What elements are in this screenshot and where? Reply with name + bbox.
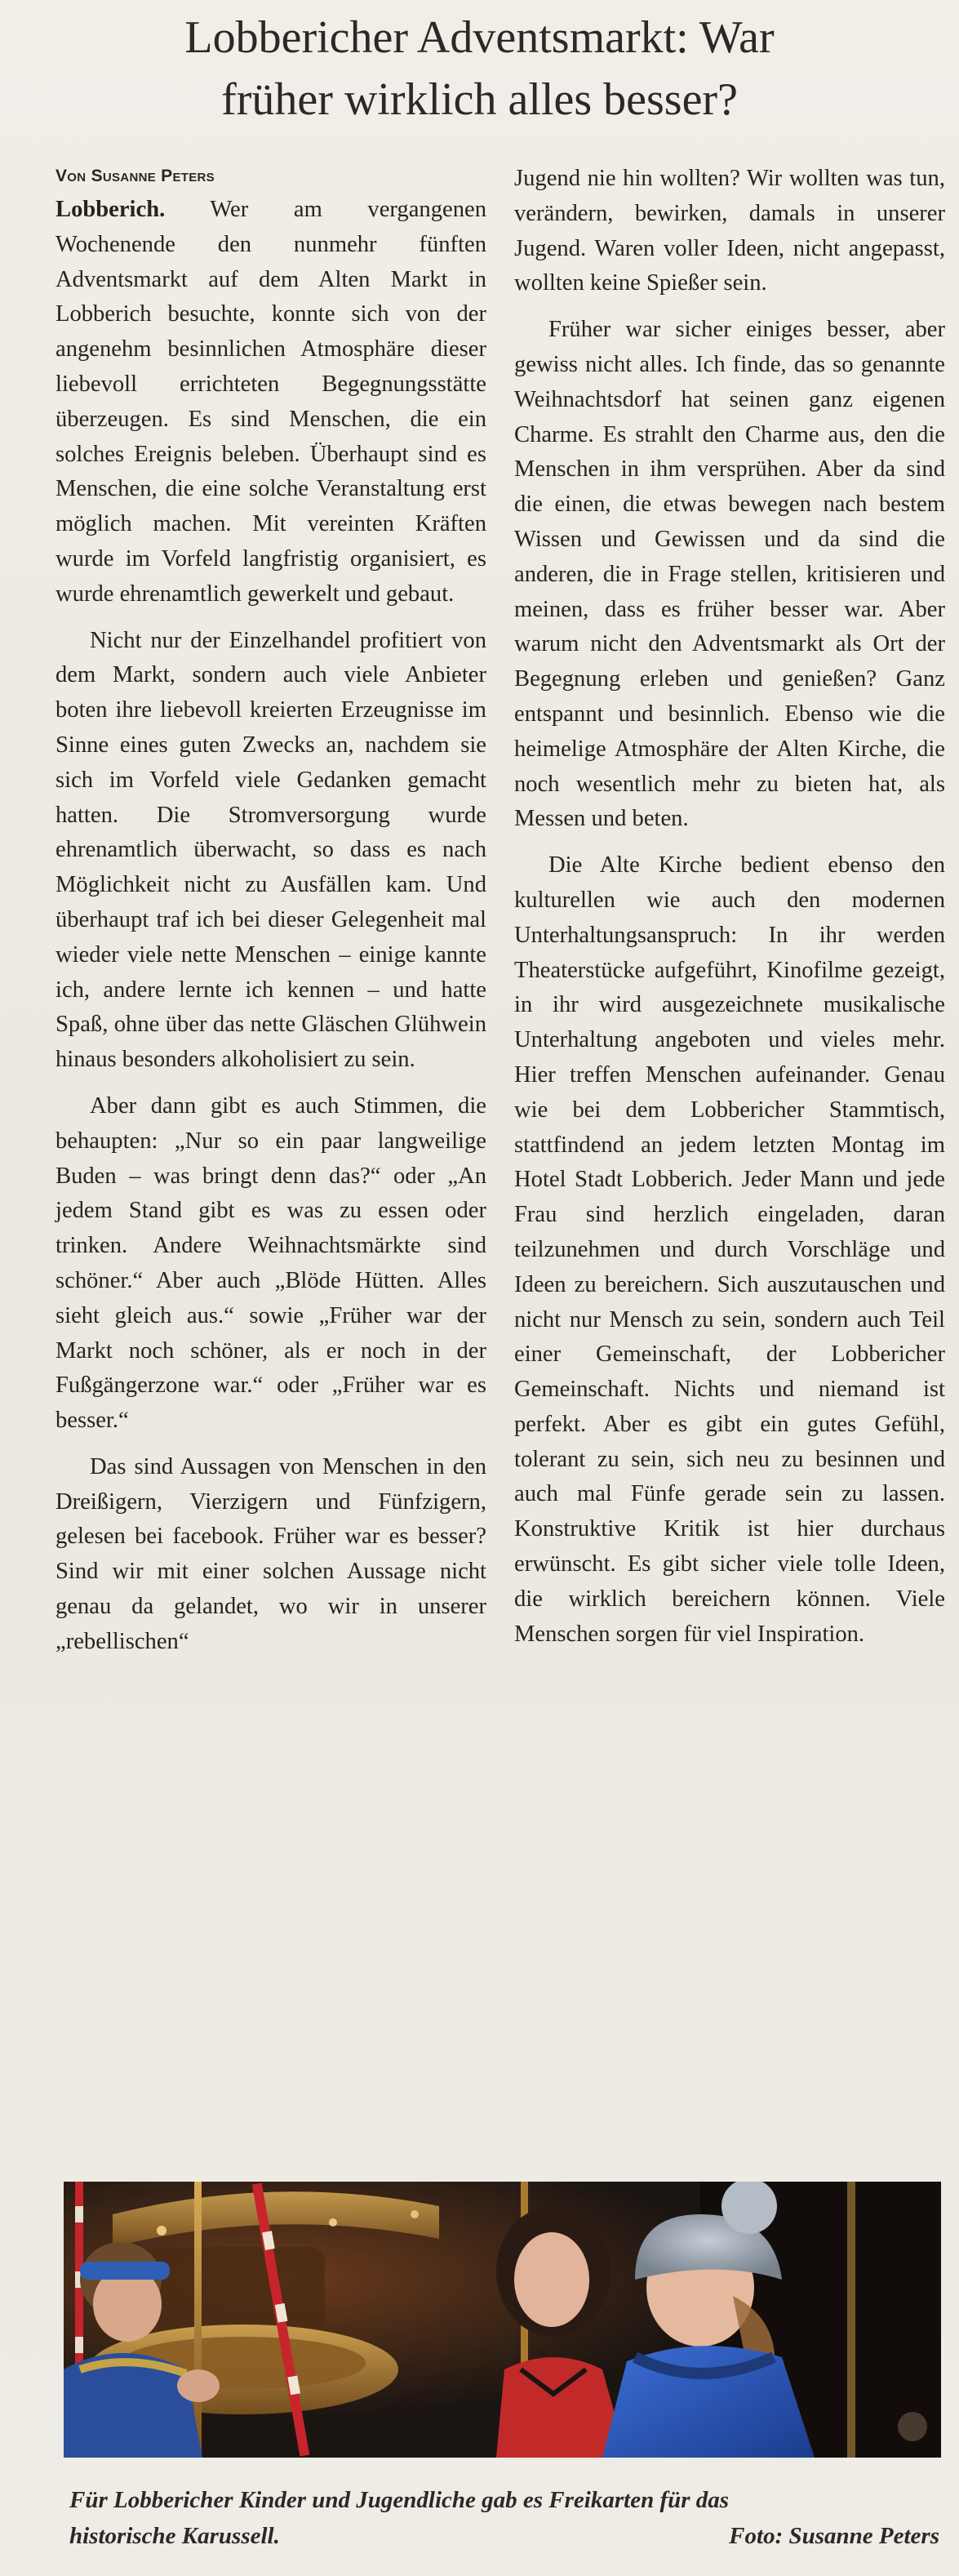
paragraph: Nicht nur der Einzelhandel profitiert von dem Markt, sondern auch viele Anbieter boten ihre liebevoll kreierten Erzeugnisse im Sinne eines guten Zwecks an, nachdem sie sich im Vorfeld viele Gedanken gemacht hatten. Die Stromversorgung wurde ehrenamtlich überwacht, so dass es nach Möglichkeit nicht zu Ausfällen kam. Und überhaupt traf ich bei dieser Gelegenheit mal wieder viele nette Menschen – einige kannte ich, andere lernte ich kennen – und hatte Spaß, ohne über das nette Gläschen Glühwein hinaus besonders alkoholisiert zu sein.: [55, 627, 486, 1073]
paragraph: Die Alte Kirche bedient ebenso den kulturellen wie auch den modernen Unterhaltungsanspruch: In ihr werden Theaterstücke aufgeführt, Kinofilme gezeigt, in ihr wird ausgezeichnete musikalische Unterhaltung angeboten und vieles mehr. Hier treffen Menschen aufeinander. Genau wie bei dem Lobbericher Stammtisch, stattfindend an jedem letzten Montag im Hotel Stadt Lobberich. Jeder Mann und jede Frau sind herzlich eingeladen, daran teilzunehmen und durch Vorschläge und Ideen zu bereichern. Sich auszutauschen und nicht nur Mensch zu sein, sondern auch Teil einer Gemeinschaft, der Lobbericher Gemeinschaft. Nichts und niemand ist perfekt. Aber es gibt ein gutes Gefühl, tolerant zu sein, sich neu zu besinnen und auch mal Fünfe gerade sein zu lassen. Konstruktive Kritik ist hier durchaus erwünscht. Es gibt sicher viele tolle Ideen, die wirklich bereichern können. Viele Menschen sorgen für viel Inspiration.: [514, 852, 945, 1647]
paragraph: [55, 193, 486, 612]
carousel-photo: [64, 2182, 941, 2458]
byline-prefix: Von: [55, 167, 87, 185]
article-column-1: [55, 162, 486, 1671]
headline-line-2: früher wirklich alles besser?: [221, 74, 738, 125]
carousel-photo-illustration: [64, 2182, 941, 2458]
paragraph: Jugend nie hin wollten? Wir wollten was tun, verändern, bewirken, damals in unserer Jugend. Waren voller Ideen, nicht angepasst, wollten keine Spießer sein.: [514, 166, 945, 296]
dateline-location: Lobberich.: [55, 197, 166, 222]
paragraph-text: Wer am vergangenen Wochenende den nunmehr fünften Adventsmarkt auf dem Alten Markt in Lobberich besuchte, konnte sich von der angenehm besinnlichen Atmosphäre dieser liebevoll errichteten Begegnungsstätte überzeugen. Es sind Menschen, die ein solches Ereignis beleben. Überhaupt sind es Menschen, die eine solche Veranstaltung erst möglich machen. Mit vereinten Kräften wurde im Vorfeld langfristig organisiert, es wurde ehrenamtlich gewerkelt und gebaut.: [55, 197, 486, 607]
photo-credit: Foto: Susanne Peters: [729, 2523, 939, 2549]
caption-line-1: Für Lobbericher Kinder und Jugendliche gab es Freikarten für das: [69, 2487, 730, 2513]
caption-line-2: historische Karussell.: [69, 2523, 280, 2549]
byline: [55, 162, 486, 191]
paragraph: Aber dann gibt es auch Stimmen, die behaupten: „Nur so ein paar langweilige Buden – was bringt denn das?“ oder „An jedem Stand gibt es was zu essen oder trinken. Andere Weihnachtsmärkte sind schöner.“ Aber auch „Blöde Hütten. Alles sieht gleich aus.“ sowie „Früher war der Markt noch schöner, als er noch in der Fußgängerzone war.“ oder „Früher war es besser.“: [55, 1092, 486, 1434]
byline-author: Susanne Peters: [91, 167, 215, 185]
carousel-pole: [194, 2182, 202, 2458]
carousel-pole: [847, 2182, 855, 2458]
article-column-2: [514, 162, 945, 1671]
headline-line-1: Lobbericher Adventsmarkt: War: [184, 12, 775, 63]
child-hand: [177, 2369, 220, 2402]
girl-face: [514, 2232, 589, 2327]
child-headband: [80, 2262, 170, 2280]
article-headline: [33, 7, 926, 131]
photo-caption: [69, 2482, 943, 2554]
paragraph: Früher war sicher einiges besser, aber gewiss nicht alles. Ich finde, das so genannte Weihnachtsdorf hat seinen ganz eigenen Charme. Es strahlt den Charme aus, den die Menschen in ihm versprühen. Aber da sind die einen, die etwas bewegen nach bestem Wissen und Gewissen und da sind die anderen, die in Frage stellen, kritisieren und meinen, dass es früher besser war. Aber warum nicht den Adventsmarkt als Ort der Begegnung erleben und genießen? Ganz entspannt und besinnlich. Ebenso wie die heimelige Atmosphäre der Alten Kirche, die noch wesentlich mehr zu bieten hat, als Messen und beten.: [514, 317, 945, 832]
paragraph: Das sind Aussagen von Menschen in den Dreißigern, Vierzigern und Fünfzigern, gelesen bei facebook. Früher war es besser? Sind wir mit einer solchen Aussage nicht genau da gelandet, wo wir in unserer „rebellischen“: [55, 1453, 486, 1654]
article-body: [55, 162, 945, 1671]
